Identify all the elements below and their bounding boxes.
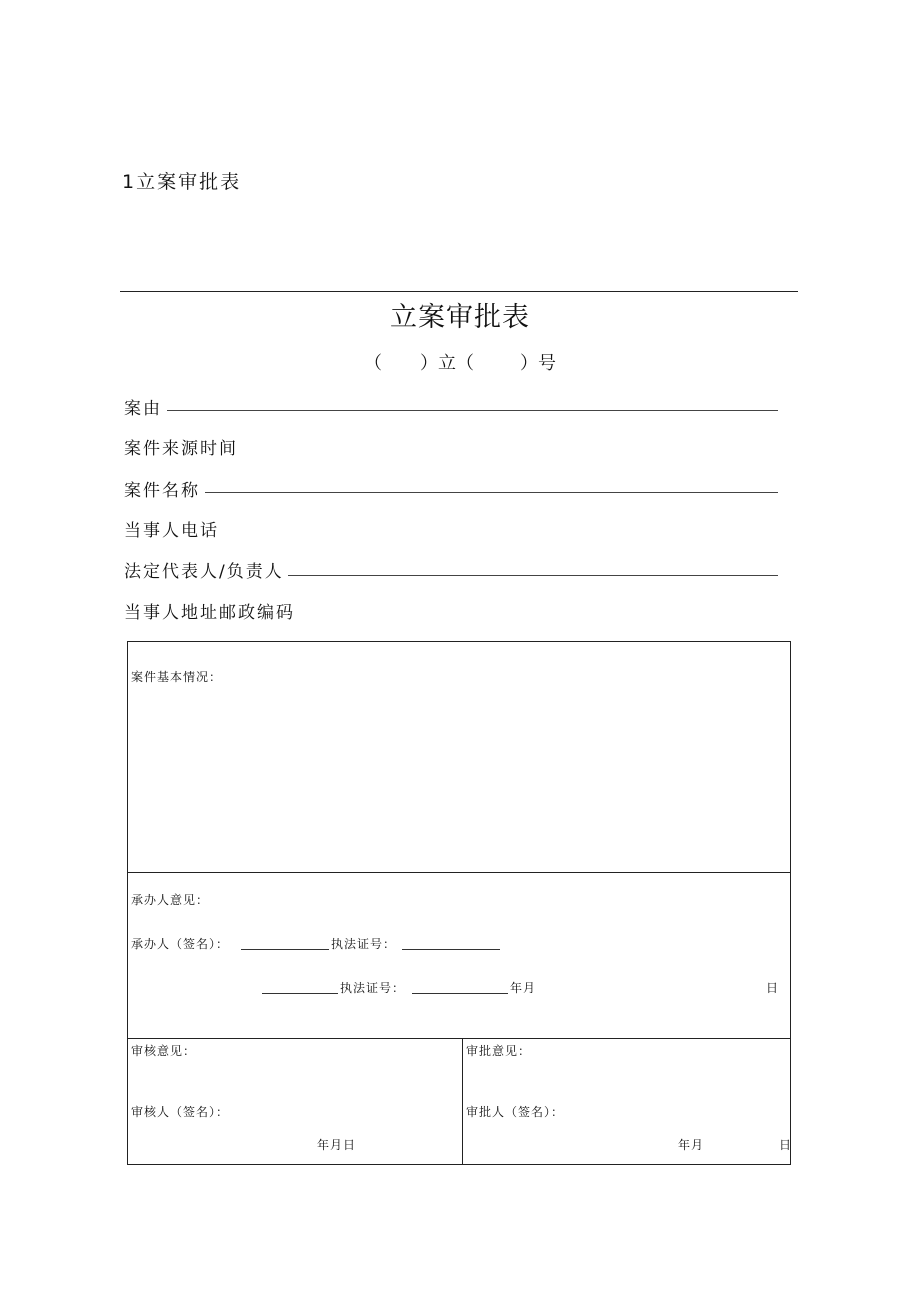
approval-year-month: 年月 [678, 1138, 705, 1152]
case-number-open-paren: （ [364, 353, 382, 374]
divider-handler [128, 1038, 790, 1039]
form-title: 立案审批表 [390, 302, 530, 333]
case-cause-line[interactable] [167, 410, 778, 411]
approval-table [127, 641, 791, 1165]
case-name-label: 案件名称 [124, 481, 200, 501]
top-rule [120, 291, 798, 292]
review-opinion-label: 审核意见： [131, 1044, 197, 1058]
handler-year-month: 年月 [510, 981, 537, 995]
handler-sign-line[interactable] [241, 949, 329, 950]
approver-sign-label: 审批人（签名）： [466, 1105, 565, 1119]
case-number-end: ）号 [520, 353, 556, 374]
source-time-label: 案件来源时间 [124, 439, 238, 459]
document-heading: 1立案审批表 [122, 171, 242, 193]
party-address-label: 当事人地址邮政编码 [124, 603, 295, 623]
legal-rep-line[interactable] [288, 575, 778, 576]
approval-day: 日 [779, 1138, 793, 1152]
party-phone-label: 当事人电话 [124, 521, 219, 541]
approval-opinion-label: 审批意见： [466, 1044, 532, 1058]
reviewer-sign-label: 审核人（签名）： [131, 1105, 230, 1119]
divider-vertical [462, 1038, 463, 1164]
legal-rep-label: 法定代表人/负责人 [124, 562, 284, 582]
cert-no-line-2[interactable] [412, 993, 508, 994]
cert-no-label-1: 执法证号： [331, 937, 397, 951]
handler-sign-line-2[interactable] [262, 993, 338, 994]
case-number-middle: ）立（ [420, 353, 474, 374]
divider-basic-info [128, 872, 790, 873]
handler-opinion-label: 承办人意见： [131, 893, 210, 907]
review-date: 年月日 [317, 1138, 357, 1152]
cert-no-line-1[interactable] [402, 949, 500, 950]
handler-sign-label: 承办人（签名）： [131, 937, 230, 951]
case-number-line [0, 349, 920, 375]
case-name-line[interactable] [205, 492, 778, 493]
cert-no-label-2: 执法证号： [340, 981, 406, 995]
case-cause-label: 案由 [124, 399, 162, 419]
basic-info-label: 案件基本情况： [131, 670, 223, 684]
handler-day: 日 [766, 981, 780, 995]
